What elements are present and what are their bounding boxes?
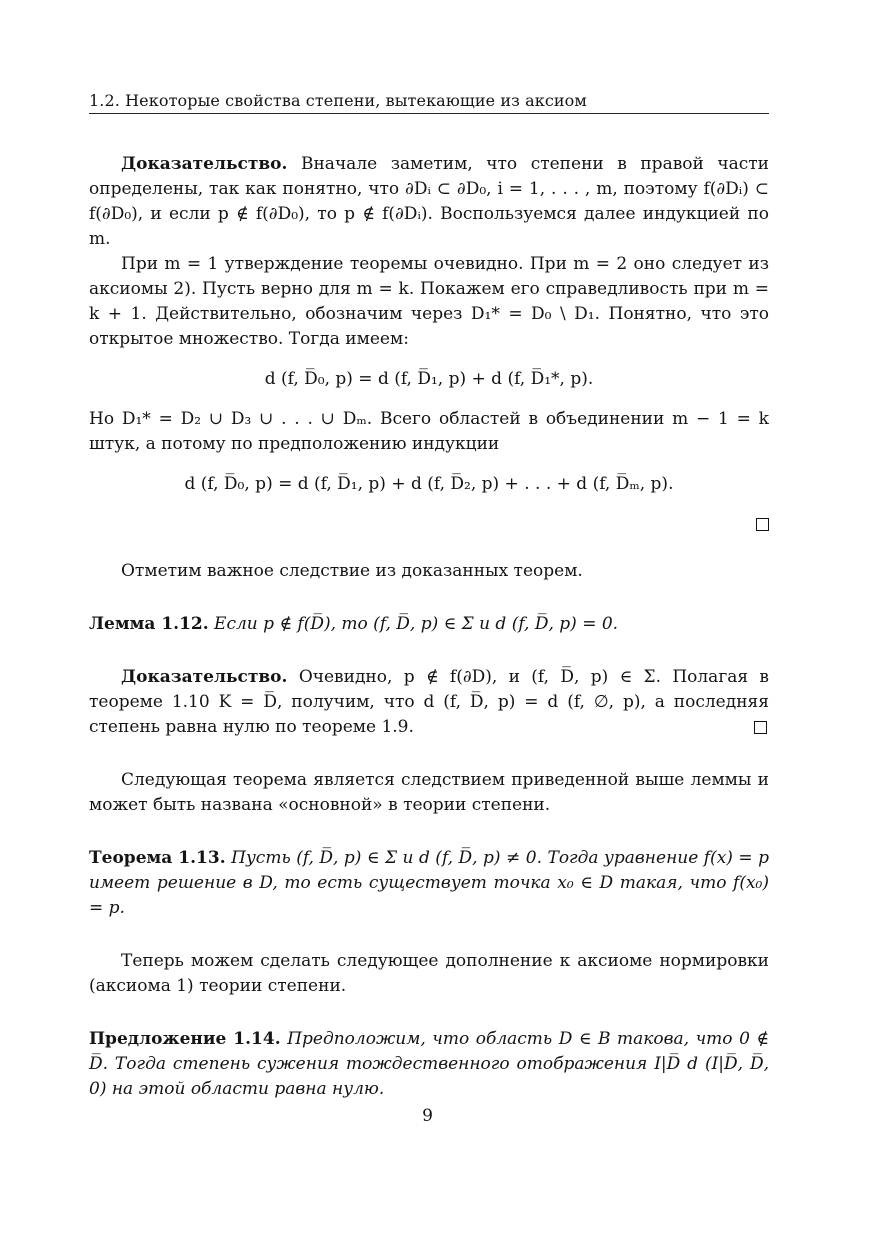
proof-text: Вначале заметим, что степени в правой части определены, так как понятно, что ∂Dᵢ ⊂ ∂D₀, i = 1, . . . , m, поэтому f(∂Dᵢ) ⊂ f(∂D₀), и если p ∉ f(∂D₀), то p ∉ f(∂Dᵢ). Воспользуемся далее индукцией по m. [89,154,769,249]
proof-text-2: Очевидно, p ∉ f(∂D), и (f, D̅, p) ∈ Σ. Полагая в теореме 1.10 K = D̅, получим, что d (f, D̅, p) = d (f, ∅, p), а последняя степень равна нулю по теореме 1.9. [89,667,770,737]
lemma-paragraph [89,612,769,637]
remark-paragraph-2: Следующая теорема является следствием приведенной выше леммы и может быть названа «основной» в теории степени. [89,770,769,815]
lemma-label: Лемма 1.12. [89,614,209,634]
proof-paragraph-2 [89,665,769,740]
page-body [89,152,769,1102]
lemma-text: Если p ∉ f(D̅), то (f, D̅, p) ∈ Σ и d (f, D̅, p) = 0. [214,614,619,634]
header-rule [89,113,769,114]
proposition-paragraph [89,1027,769,1102]
theorem-label: Теорема 1.13. [89,848,226,868]
qed-square-icon-2 [754,721,767,734]
display-formula-1: d (f, D̅₀, p) = d (f, D̅₁, p) + d (f, D̅₁*, p). [264,369,594,389]
qed-row [89,512,769,537]
induction-paragraph: При m = 1 утверждение теоремы очевидно. При m = 2 оно следует из аксиомы 2). Пусть верно для m = k. Покажем его справедливость при m = k + 1. Действительно, обозначим через D₁* = D₀ \ D₁. Понятно, что это открытое множество. Тогда имеем: [89,254,769,349]
proof-paragraph [89,152,769,252]
proposition-text: Предположим, что область D ∈ B такова, что 0 ∉ D̅. Тогда степень сужения тождественного отображения I|D̅ d (I|D̅, D̅, 0) на этой области равна нулю. [89,1029,769,1099]
theorem-text: Пусть (f, D̅, p) ∈ Σ и d (f, D̅, p) ≠ 0. Тогда уравнение f(x) = p имеет решение в D, то есть существует точка x₀ ∈ D такая, что f(x₀) = p. [89,848,770,918]
remark-paragraph: Отметим важное следствие из доказанных теорем. [121,561,583,581]
remark-paragraph-3: Теперь можем сделать следующее дополнение к аксиоме нормировки (аксиома 1) теории степени. [89,951,769,996]
proposition-label: Предложение 1.14. [89,1029,281,1049]
display-formula-2: d (f, D̅₀, p) = d (f, D̅₁, p) + d (f, D̅₂, p) + . . . + d (f, D̅ₘ, p). [184,474,674,494]
page-number: 9 [422,1106,433,1126]
proof-label-2: Доказательство. [121,667,288,687]
union-paragraph: Но D₁* = D₂ ∪ D₃ ∪ . . . ∪ Dₘ. Всего областей в объединении m − 1 = k штук, а потому по предположению индукции [89,409,769,454]
running-head: 1.2. Некоторые свойства степени, вытекающие из аксиом [89,91,587,110]
qed-square-icon [756,518,769,531]
theorem-paragraph [89,846,769,921]
proof-label: Доказательство. [121,154,288,174]
